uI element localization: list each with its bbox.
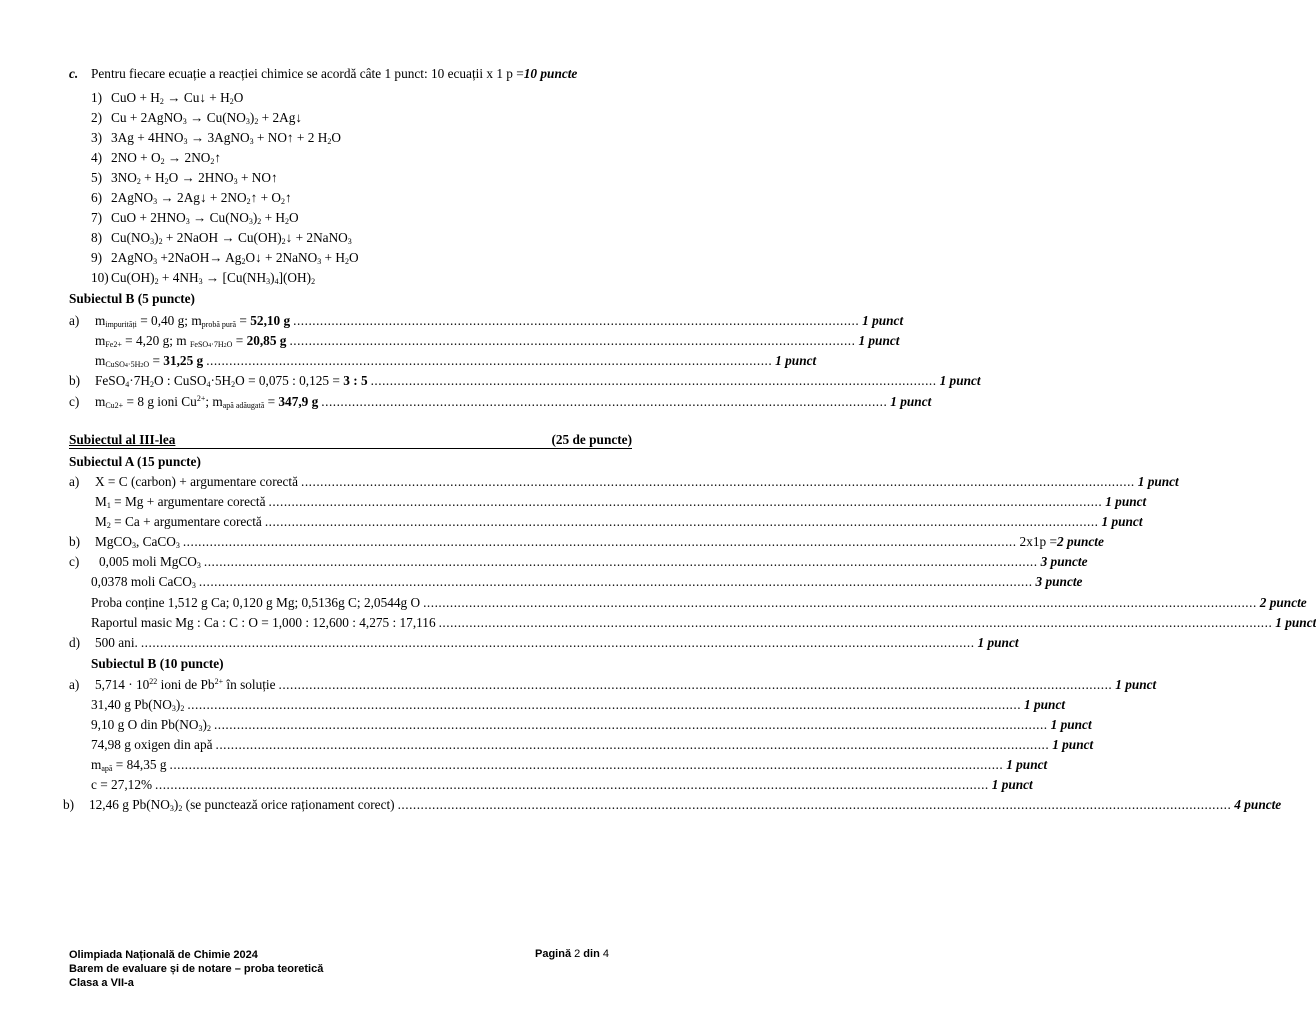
equation-row: 6) 2AgNO$_3$ → 2Ag↓ + $2NO_2↑$ + $O_2↑$ [91, 190, 292, 206]
footer [69, 948, 323, 990]
dot-leader: .......................................................................................................................................................................................................................... [215, 737, 1050, 752]
section-3-title: Subiectul al III-lea [69, 432, 176, 447]
answer-line: a) X = C (carbon) + argumentare corectă .......................................................................................................................................................................................................................... 1 punct [69, 474, 1179, 489]
points-value: 1 punct [862, 313, 904, 328]
points-value: 1 punct [1024, 697, 1066, 712]
points-value: 1 punct [1115, 677, 1157, 692]
equation-text: $3NO_2 + H_2O \to 2HNO_3$ + NO↑ [111, 170, 278, 186]
points-value: 1 punct [1275, 615, 1316, 630]
footer-class: Clasa a VII-a [69, 977, 134, 989]
points-value: 3 puncte [1040, 554, 1088, 569]
points-value: 1 punct [991, 777, 1033, 792]
equation-row: 7) CuO + $2HNO_3 \to Cu(NO_3)_2 + H_2O$ [91, 210, 299, 226]
points-value: 1 punct [1052, 737, 1094, 752]
answer-line: a) $5,714 \cdot 10^{22}$ ioni de $Pb^{2+}$ în soluție .......................................................................................................................................................................................................................... 1 punct [69, 677, 1157, 692]
answer-line: b) MgCO$_3$, CaCO$_3$ .......................................................................................................................................................................................................................... 2x1p = 2 puncte [69, 534, 1104, 550]
dot-leader: .......................................................................................................................................................................................................................... [397, 797, 1232, 812]
points-value: 2 puncte [1056, 534, 1104, 549]
dot-leader: .................................................................................................................................................... [206, 353, 773, 368]
subject-b10-heading: Subiectul B (10 puncte) [91, 656, 224, 671]
footer-subtitle: Barem de evaluare și de notare – proba teoretică [69, 963, 324, 975]
answer-line: $m_{Fe2+} = 4,20$ g; m $_{FeSO4\cdot 7H2O}$ = 20,85 g .................................................................................................................................................... 1 punct [95, 333, 900, 349]
dot-leader: .................................................................................................................................................... [289, 333, 856, 348]
answer-line: $M_1 = Mg$ + argumentare corectă .......................................................................................................................................................................................................................... 1 punct [95, 494, 1147, 510]
dot-leader: .......................................................................................................................................................................................................................... [155, 777, 989, 792]
equation-row: 9) 2AgNO$_3$ +2NaOH→ $Ag_2O↓$ + 2NaNO$_3$ + $H_2O$ [91, 250, 359, 266]
dot-leader: .......................................................................................................................................................................................................................... [187, 697, 1022, 712]
points-value: 1 punct [1006, 757, 1048, 772]
equation-row: 3) $3Ag + 4HNO_3$ → 3AgNO$_3$ + NO↑ + 2 $H_2O$ [91, 130, 341, 146]
points-value: 1 punct [775, 353, 817, 368]
equation-text: $Cu(OH)_2 + 4NH_3 \to [Cu(NH_3)_4](OH)_2$ [111, 270, 316, 286]
section-c-label: c. [69, 66, 79, 81]
points-value: 2 puncte [1259, 595, 1307, 610]
dot-leader: .......................................................................................................................................................................................................................... [301, 474, 1135, 489]
dot-leader: .......................................................................................................................................................................................................................... [213, 717, 1048, 732]
points-value: 3 puncte [1035, 574, 1083, 589]
points-value: 1 punct [858, 333, 900, 348]
equation-row: 4) $2NO + O_2$ → $2NO_2↑$ [91, 150, 222, 166]
footer-title: Olimpiada Națională de Chimie 2024 [69, 949, 258, 961]
answer-line: 0,0378 moli CaCO$_3$ .......................................................................................................................................................................................................................... 3 puncte [91, 574, 1083, 590]
points-value: 1 punct [1050, 717, 1092, 732]
points-value: 1 punct [977, 635, 1019, 650]
section-c-intro-points: 10 puncte [523, 66, 578, 81]
dot-leader: .......................................................................................................................................................................................................................... [203, 554, 1038, 569]
answer-line: $m_{apă} = 84,35$ g .......................................................................................................................................................................................................................... 1 punct [91, 757, 1048, 773]
answer-line: c = 27,12% .......................................................................................................................................................................................................................... 1 punct [91, 777, 1033, 792]
subject-b-heading: Subiectul B (5 puncte) [69, 291, 195, 306]
equation-text: CuO + $2HNO_3 \to Cu(NO_3)_2 + H_2O$ [111, 210, 299, 226]
points-value: 1 punct [1137, 474, 1179, 489]
dot-leader: .................................................................................................................................................... [321, 394, 888, 409]
dot-leader: .......................................................................................................................................................................................................................... [268, 494, 1103, 509]
equation-text: 2AgNO$_3$ +2NaOH→ $Ag_2O↓$ + 2NaNO$_3$ + $H_2O$ [111, 250, 359, 266]
points-value: 1 punct [939, 373, 981, 388]
answer-line: $m_{CuSO4\cdot 5H2O} = 31,25$ g .................................................................................................................................................... 1 punct [95, 353, 817, 369]
equation-text: $3Ag + 4HNO_3$ → 3AgNO$_3$ + NO↑ + 2 $H_2O$ [111, 130, 341, 146]
answer-line: Proba conține 1,512 g Ca; 0,120 g Mg; 0,5136g C; 2,0544g O .......................................................................................................................................................................................................................... 2 puncte [91, 595, 1307, 610]
points-value: 4 puncte [1234, 797, 1282, 812]
points-value: 1 punct [890, 394, 932, 409]
equation-row: 2) Cu + 2AgNO$_3$ → $Cu(NO_3)_2$ + 2Ag↓ [91, 110, 303, 126]
equation-row: 8) $Cu(NO_3)_2$ + 2NaOH → $Cu(OH)_2↓$ + 2NaNO$_3$ [91, 230, 352, 246]
answer-line: b) $FeSO_4\cdot 7H_2O$ : $CuSO_4\cdot 5H_2O = 0,075$ : 0,125 = 3 : 5 .................................................................................................................................................... 1 punct [69, 373, 981, 389]
section-c-intro-text: Pentru fiecare ecuație a reacției chimice se acordă câte 1 punct: 10 ecuații x 1 p = [91, 66, 524, 81]
dot-leader: .......................................................................................................................................................................................................................... [438, 615, 1273, 630]
page-number: Pagină 2 din 4 [535, 948, 609, 960]
section-3-heading [69, 432, 632, 449]
equation-text: Cu + 2AgNO$_3$ → $Cu(NO_3)_2$ + 2Ag↓ [111, 110, 303, 126]
answer-line: a) $m_{impurități} = 0,40$ g; $m_{probă pură} = 52,10$ g .................................................................................................................................................... 1 punct [69, 313, 904, 329]
dot-leader: .......................................................................................................................................................................................................................... [423, 595, 1257, 610]
equation-text: $2NO + O_2$ → $2NO_2↑$ [111, 150, 222, 166]
points-value: 1 punct [1105, 494, 1147, 509]
equation-row: 5) $3NO_2 + H_2O \to 2HNO_3$ + NO↑ [91, 170, 278, 186]
answer-line: $M_2 = Ca$ + argumentare corectă .......................................................................................................................................................................................................................... 1 punct [95, 514, 1143, 530]
dot-leader: .......................................................................................................................................................................................................................... [264, 514, 1099, 529]
equation-row: 10) $Cu(OH)_2 + 4NH_3 \to [Cu(NH_3)_4](OH)_2$ [91, 270, 316, 286]
equation-text: $Cu(NO_3)_2$ + 2NaOH → $Cu(OH)_2↓$ + 2NaNO$_3$ [111, 230, 352, 246]
points-value: 1 punct [1101, 514, 1143, 529]
dot-leader: .......................................................................................................................................................................................................................... [198, 574, 1033, 589]
section-c-intro [69, 65, 649, 83]
answer-line: c) 0,005 moli MgCO$_3$ .......................................................................................................................................................................................................................... 3 puncte [69, 554, 1088, 570]
section-3-total: (25 de puncte) [551, 432, 632, 447]
answer-line: d) 500 ani. .......................................................................................................................................................................................................................... 1 punct [69, 635, 1019, 650]
dot-leader: .......................................................................................................................................................................................................................... [140, 635, 975, 650]
dot-leader: .......................................................................................................................................................................................................................... [278, 677, 1113, 692]
equation-text: CuO + $H_2$ → Cu↓ + $H_2O$ [111, 90, 244, 106]
answer-line: b) 12,46 g $Pb(NO_3)_2$ (se punctează orice raționament corect) .......................................................................................................................................................................................................................... 4 puncte [63, 797, 1282, 813]
equation-row: 1) CuO + $H_2$ → Cu↓ + $H_2O$ [91, 90, 244, 106]
answer-line: 31,40 g $Pb(NO_3)_2$ .......................................................................................................................................................................................................................... 1 punct [91, 697, 1066, 713]
answer-line: 74,98 g oxigen din apă .......................................................................................................................................................................................................................... 1 punct [91, 737, 1094, 752]
answer-line: 9,10 g O din $Pb(NO_3)_2$ .......................................................................................................................................................................................................................... 1 punct [91, 717, 1092, 733]
answer-line: c) $m_{Cu2+} = 8$ g ioni $Cu^{2+}$; $m_{apă adăugată} = 347,9$ g .................................................................................................................................................... 1 punct [69, 394, 932, 410]
dot-leader: .................................................................................................................................................... [370, 373, 937, 388]
dot-leader: .......................................................................................................................................................................................................................... [169, 757, 1004, 772]
equation-text: 2AgNO$_3$ → 2Ag↓ + $2NO_2↑$ + $O_2↑$ [111, 190, 292, 206]
answer-line: Raportul masic Mg : Ca : C : O = 1,000 : 12,600 : 4,275 : 17,116 .......................................................................................................................................................................................................................... 1 punct [91, 615, 1316, 630]
dot-leader: .................................................................................................................................................... [293, 313, 860, 328]
subject-a-heading: Subiectul A (15 puncte) [69, 454, 201, 469]
dot-leader: .......................................................................................................................................................................................................................... [182, 534, 1017, 549]
